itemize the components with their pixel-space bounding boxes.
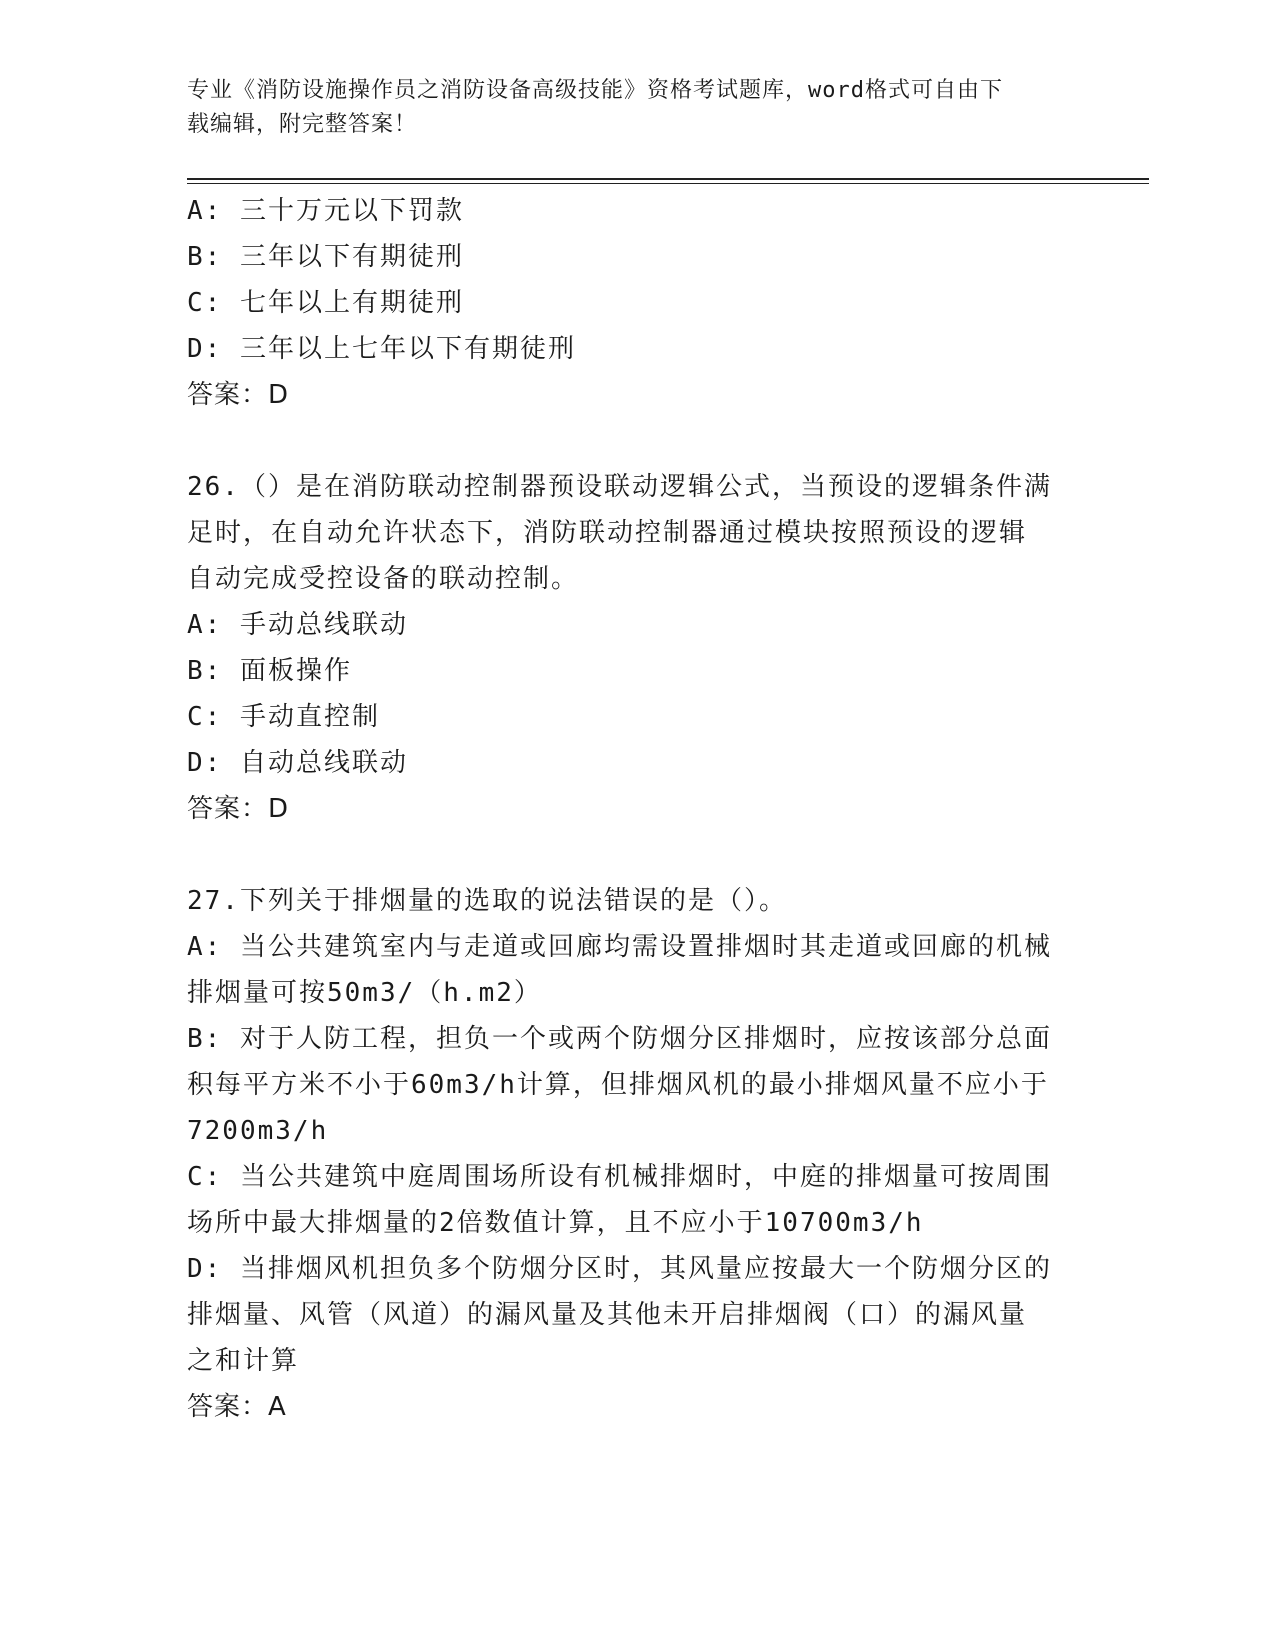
question-27-option-b-line-1: B: 对于人防工程，担负一个或两个防烟分区排烟时，应按该部分总面: [187, 1024, 1052, 1054]
question-27-answer: 答案：A: [187, 1392, 287, 1422]
header-line-1: 专业《消防设施操作员之消防设备高级技能》资格考试题库，word格式可自由下: [187, 78, 1003, 103]
question-27-option-a-line-1: A: 当公共建筑室内与走道或回廊均需设置排烟时其走道或回廊的机械: [187, 932, 1052, 962]
question-27-block: [187, 878, 1077, 1430]
question-27-option-d-line-1: D: 当排烟风机担负多个防烟分区时，其风量应按最大一个防烟分区的: [187, 1254, 1052, 1284]
question-27-option-b-line-2: 积每平方米不小于60m3/h计算，但排烟风机的最小排烟风量不应小于: [187, 1070, 1049, 1100]
question-27-option-a-line-2: 排烟量可按50m3/（h.m2）: [187, 978, 542, 1008]
question-27-option-c-line-1: C: 当公共建筑中庭周围场所设有机械排烟时，中庭的排烟量可按周围: [187, 1162, 1052, 1192]
question-26-option-c: C: 手动直控制: [187, 702, 380, 732]
spacer: [187, 418, 1077, 464]
header-rule-thick: [187, 178, 1149, 180]
question-27-option-b-line-3: 7200m3/h: [187, 1116, 329, 1146]
question-27-option-d-line-2: 排烟量、风管（风道）的漏风量及其他未开启排烟阀（口）的漏风量: [187, 1300, 1028, 1330]
question-27-option-c-line-2: 场所中最大排烟量的2倍数值计算，且不应小于10700m3/h: [187, 1208, 924, 1238]
question-27-stem: 27.下列关于排烟量的选取的说法错误的是（）。: [187, 886, 787, 916]
question-25-option-a: A: 三十万元以下罚款: [187, 196, 464, 226]
question-25-option-d: D: 三年以上七年以下有期徒刑: [187, 334, 576, 364]
question-27-option-d-line-3: 之和计算: [187, 1346, 300, 1376]
question-25-block: [187, 188, 1077, 418]
document-header: [187, 74, 1067, 142]
header-rule-thin: [187, 183, 1149, 184]
question-25-option-b: B: 三年以下有期徒刑: [187, 242, 464, 272]
question-26-stem-line-3: 自动完成受控设备的联动控制。: [187, 564, 580, 594]
question-26-stem-line-2: 足时，在自动允许状态下，消防联动控制器通过模块按照预设的逻辑: [187, 518, 1028, 548]
question-26-stem-line-1: 26.（）是在消防联动控制器预设联动逻辑公式，当预设的逻辑条件满: [187, 472, 1052, 502]
question-26-option-d: D: 自动总线联动: [187, 748, 408, 778]
question-25-option-c: C: 七年以上有期徒刑: [187, 288, 464, 318]
question-26-block: [187, 464, 1077, 832]
question-26-answer: 答案：D: [187, 794, 290, 824]
spacer: [187, 832, 1077, 878]
question-26-option-a: A: 手动总线联动: [187, 610, 408, 640]
question-25-answer: 答案：D: [187, 380, 290, 410]
question-list: [187, 188, 1077, 1430]
header-line-2: 载编辑，附完整答案！: [187, 112, 418, 137]
question-26-option-b: B: 面板操作: [187, 656, 352, 686]
